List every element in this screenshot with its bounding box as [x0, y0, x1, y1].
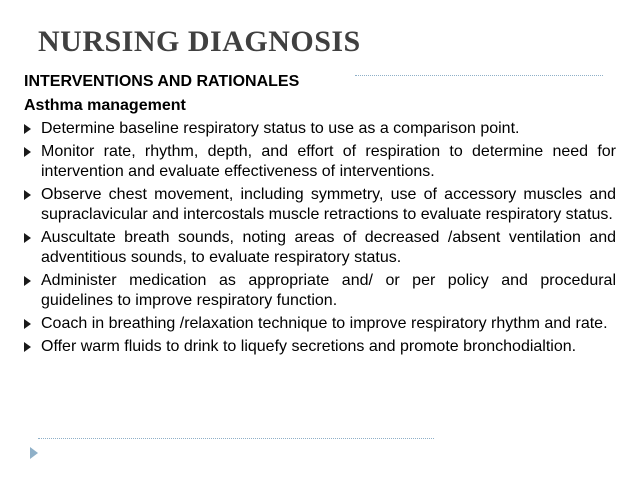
- arrow-bullet-icon: [24, 190, 31, 200]
- intervention-list: [24, 119, 616, 360]
- list-item: [24, 185, 616, 225]
- list-item: [24, 228, 616, 268]
- list-item: [24, 337, 616, 357]
- list-item-text: Auscultate breath sounds, noting areas of decreased /absent ventilation and adventitious sounds, to evaluate respiratory status.: [41, 229, 616, 266]
- list-item-text: Observe chest movement, including symmetry, use of accessory muscles and supraclavicular and intercostals muscle retractions to evaluate respiratory status.: [41, 186, 616, 223]
- arrow-bullet-icon: [24, 342, 31, 352]
- footer-divider: [38, 438, 434, 439]
- arrow-bullet-icon: [24, 233, 31, 243]
- section-heading: Asthma management: [24, 97, 186, 114]
- list-item-text: Monitor rate, rhythm, depth, and effort of respiration to determine need for intervention and evaluate effectiveness of interventions.: [41, 143, 616, 180]
- list-item-text: Administer medication as appropriate and/ or per policy and procedural guidelines to improve respiratory function.: [41, 272, 616, 309]
- arrow-bullet-icon: [24, 124, 31, 134]
- list-item-text: Coach in breathing /relaxation technique to improve respiratory rhythm and rate.: [41, 315, 608, 332]
- list-item: [24, 142, 616, 182]
- arrow-bullet-icon: [24, 319, 31, 329]
- list-item: [24, 271, 616, 311]
- list-item: [24, 314, 616, 334]
- slide-marker-icon: [30, 447, 38, 459]
- slide-subtitle: INTERVENTIONS AND RATIONALES: [24, 73, 300, 90]
- list-item-text: Offer warm fluids to drink to liquefy secretions and promote bronchodialtion.: [41, 338, 577, 355]
- slide-title: NURSING DIAGNOSIS: [38, 25, 361, 58]
- arrow-bullet-icon: [24, 276, 31, 286]
- list-item-text: Determine baseline respiratory status to use as a comparison point.: [41, 120, 520, 137]
- list-item: [24, 119, 616, 139]
- arrow-bullet-icon: [24, 147, 31, 157]
- title-divider: [355, 75, 603, 76]
